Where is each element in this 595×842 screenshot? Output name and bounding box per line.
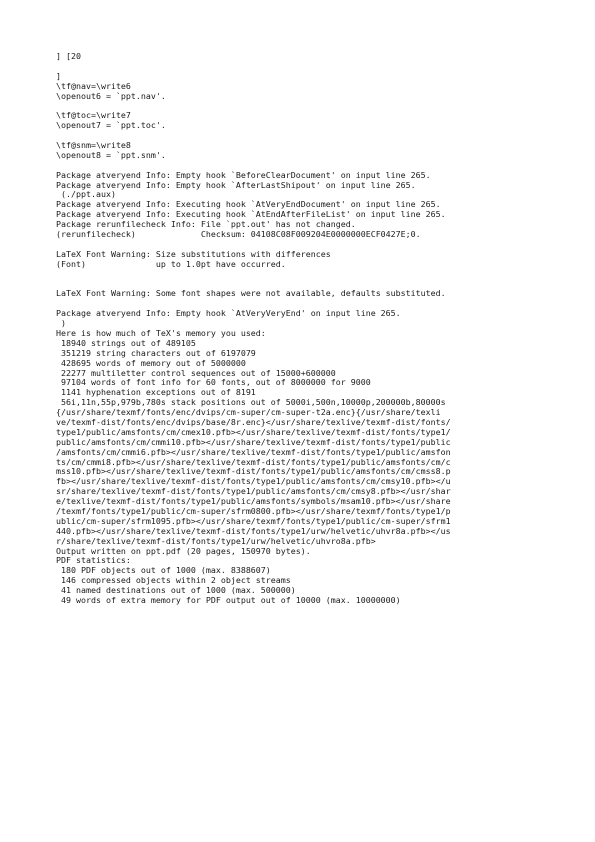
log-line: e/texlive/texmf-dist/fonts/type1/public/amsfonts/symbols/msam10.pfb></usr/share (56, 496, 451, 507)
log-line: 440.pfb></usr/share/texlive/texmf-dist/fonts/type1/urw/helvetic/uhvr8a.pfb></us (56, 525, 451, 536)
log-line (56, 62, 586, 72)
log-line (56, 270, 586, 280)
log-line: LaTeX Font Warning: Some font shapes were not available, defaults substituted. (56, 288, 446, 299)
log-line: 22277 multiletter control sequences out of 15000+600000 (56, 367, 336, 378)
log-line: Package rerunfilecheck Info: File `ppt.out' has not changed. (56, 219, 356, 230)
log-line: ve/texmf-dist/fonts/enc/dvips/base/8r.enc}</usr/share/texlive/texmf-dist/fonts/ (56, 416, 451, 427)
log-line: /texmf/fonts/type1/public/cm-super/sfrm0800.pfb></usr/share/texmf/fonts/type1/p (56, 505, 451, 516)
log-line (56, 131, 586, 141)
log-line (56, 101, 586, 111)
log-line: r/share/texlive/texmf-dist/fonts/type1/urw/helvetic/uhvro8a.pfb> (56, 535, 376, 546)
log-line: type1/public/amsfonts/cm/cmex10.pfb></usr/share/texlive/texmf-dist/fonts/type1/ (56, 426, 451, 437)
log-line: ts/cm/cmmi8.pfb></usr/share/texlive/texmf-dist/fonts/type1/public/amsfonts/cm/c (56, 456, 451, 467)
log-line: 146 compressed objects within 2 object streams (56, 575, 291, 586)
log-line: Package atveryend Info: Empty hook `AtVeryVeryEnd' on input line 265. (56, 308, 401, 319)
log-line: PDF statistics: (56, 555, 131, 566)
log-line: 18940 strings out of 489105 (56, 337, 196, 348)
log-line: Package atveryend Info: Executing hook `AtVeryEndDocument' on input line 265. (56, 199, 441, 210)
log-line: ublic/cm-super/sfrm1095.pfb></usr/share/texmf/fonts/type1/public/cm-super/sfrm1 (56, 515, 451, 526)
log-line: 97104 words of font info for 60 fonts, out of 8000000 for 9000 (56, 377, 371, 388)
log-line: (rerunfilecheck) Checksum: 04108C08F009204E0000000ECF0427E;0. (56, 229, 421, 240)
log-line: (Font) up to 1.0pt have occurred. (56, 258, 286, 269)
log-line: 351219 string characters out of 6197079 (56, 347, 256, 358)
log-line: \tf@snm=\write8 (56, 140, 131, 151)
log-line: (./ppt.aux) (56, 189, 116, 200)
log-line: ) (56, 318, 66, 329)
log-line: 1141 hyphenation exceptions out of 8191 (56, 387, 256, 398)
log-line: \openout7 = `ppt.toc'. (56, 120, 166, 131)
log-line: mss10.pfb></usr/share/texlive/texmf-dist/fonts/type1/public/amsfonts/cm/cmss8.p (56, 466, 451, 477)
log-line: LaTeX Font Warning: Size substitutions with differences (56, 248, 331, 259)
log-line: 428695 words of memory out of 5000000 (56, 357, 246, 368)
log-line: \tf@nav=\write6 (56, 80, 131, 91)
log-line: {/usr/share/texmf/fonts/enc/dvips/cm-super/cm-super-t2a.enc}{/usr/share/texli (56, 407, 441, 418)
tex-log-output (56, 52, 586, 606)
log-line: ] (56, 70, 61, 81)
log-line: 49 words of extra memory for PDF output out of 10000 (max. 10000000) (56, 594, 401, 605)
log-line: Output written on ppt.pdf (20 pages, 150970 bytes). (56, 545, 311, 556)
log-line: 56i,11n,55p,979b,780s stack positions out of 5000i,500n,10000p,200000b,80000s (56, 397, 446, 408)
log-line: 180 PDF objects out of 1000 (max. 8388607) (56, 565, 271, 576)
log-line: public/amsfonts/cm/cmmi10.pfb></usr/share/texlive/texmf-dist/fonts/type1/public (56, 436, 451, 447)
log-line: Package atveryend Info: Executing hook `AtEndAfterFileList' on input line 265. (56, 209, 446, 220)
log-line: \tf@toc=\write7 (56, 110, 131, 121)
log-line: \openout8 = `ppt.snm'. (56, 149, 166, 160)
log-line: \openout6 = `ppt.nav'. (56, 90, 166, 101)
log-line: fb></usr/share/texlive/texmf-dist/fonts/type1/public/amsfonts/cm/cmsy10.pfb></u (56, 476, 451, 487)
log-line: Here is how much of TeX's memory you used: (56, 327, 266, 338)
log-line: 41 named destinations out of 1000 (max. 500000) (56, 585, 296, 596)
log-line: /amsfonts/cm/cmmi6.pfb></usr/share/texlive/texmf-dist/fonts/type1/public/amsfon (56, 446, 451, 457)
log-line: Package atveryend Info: Empty hook `BeforeClearDocument' on input line 265. (56, 169, 431, 180)
log-line: Package atveryend Info: Empty hook `AfterLastShipout' on input line 265. (56, 179, 416, 190)
log-line: sr/share/texlive/texmf-dist/fonts/type1/public/amsfonts/cm/cmsy8.pfb></usr/shar (56, 486, 451, 497)
log-line: ] [20 (56, 51, 81, 61)
